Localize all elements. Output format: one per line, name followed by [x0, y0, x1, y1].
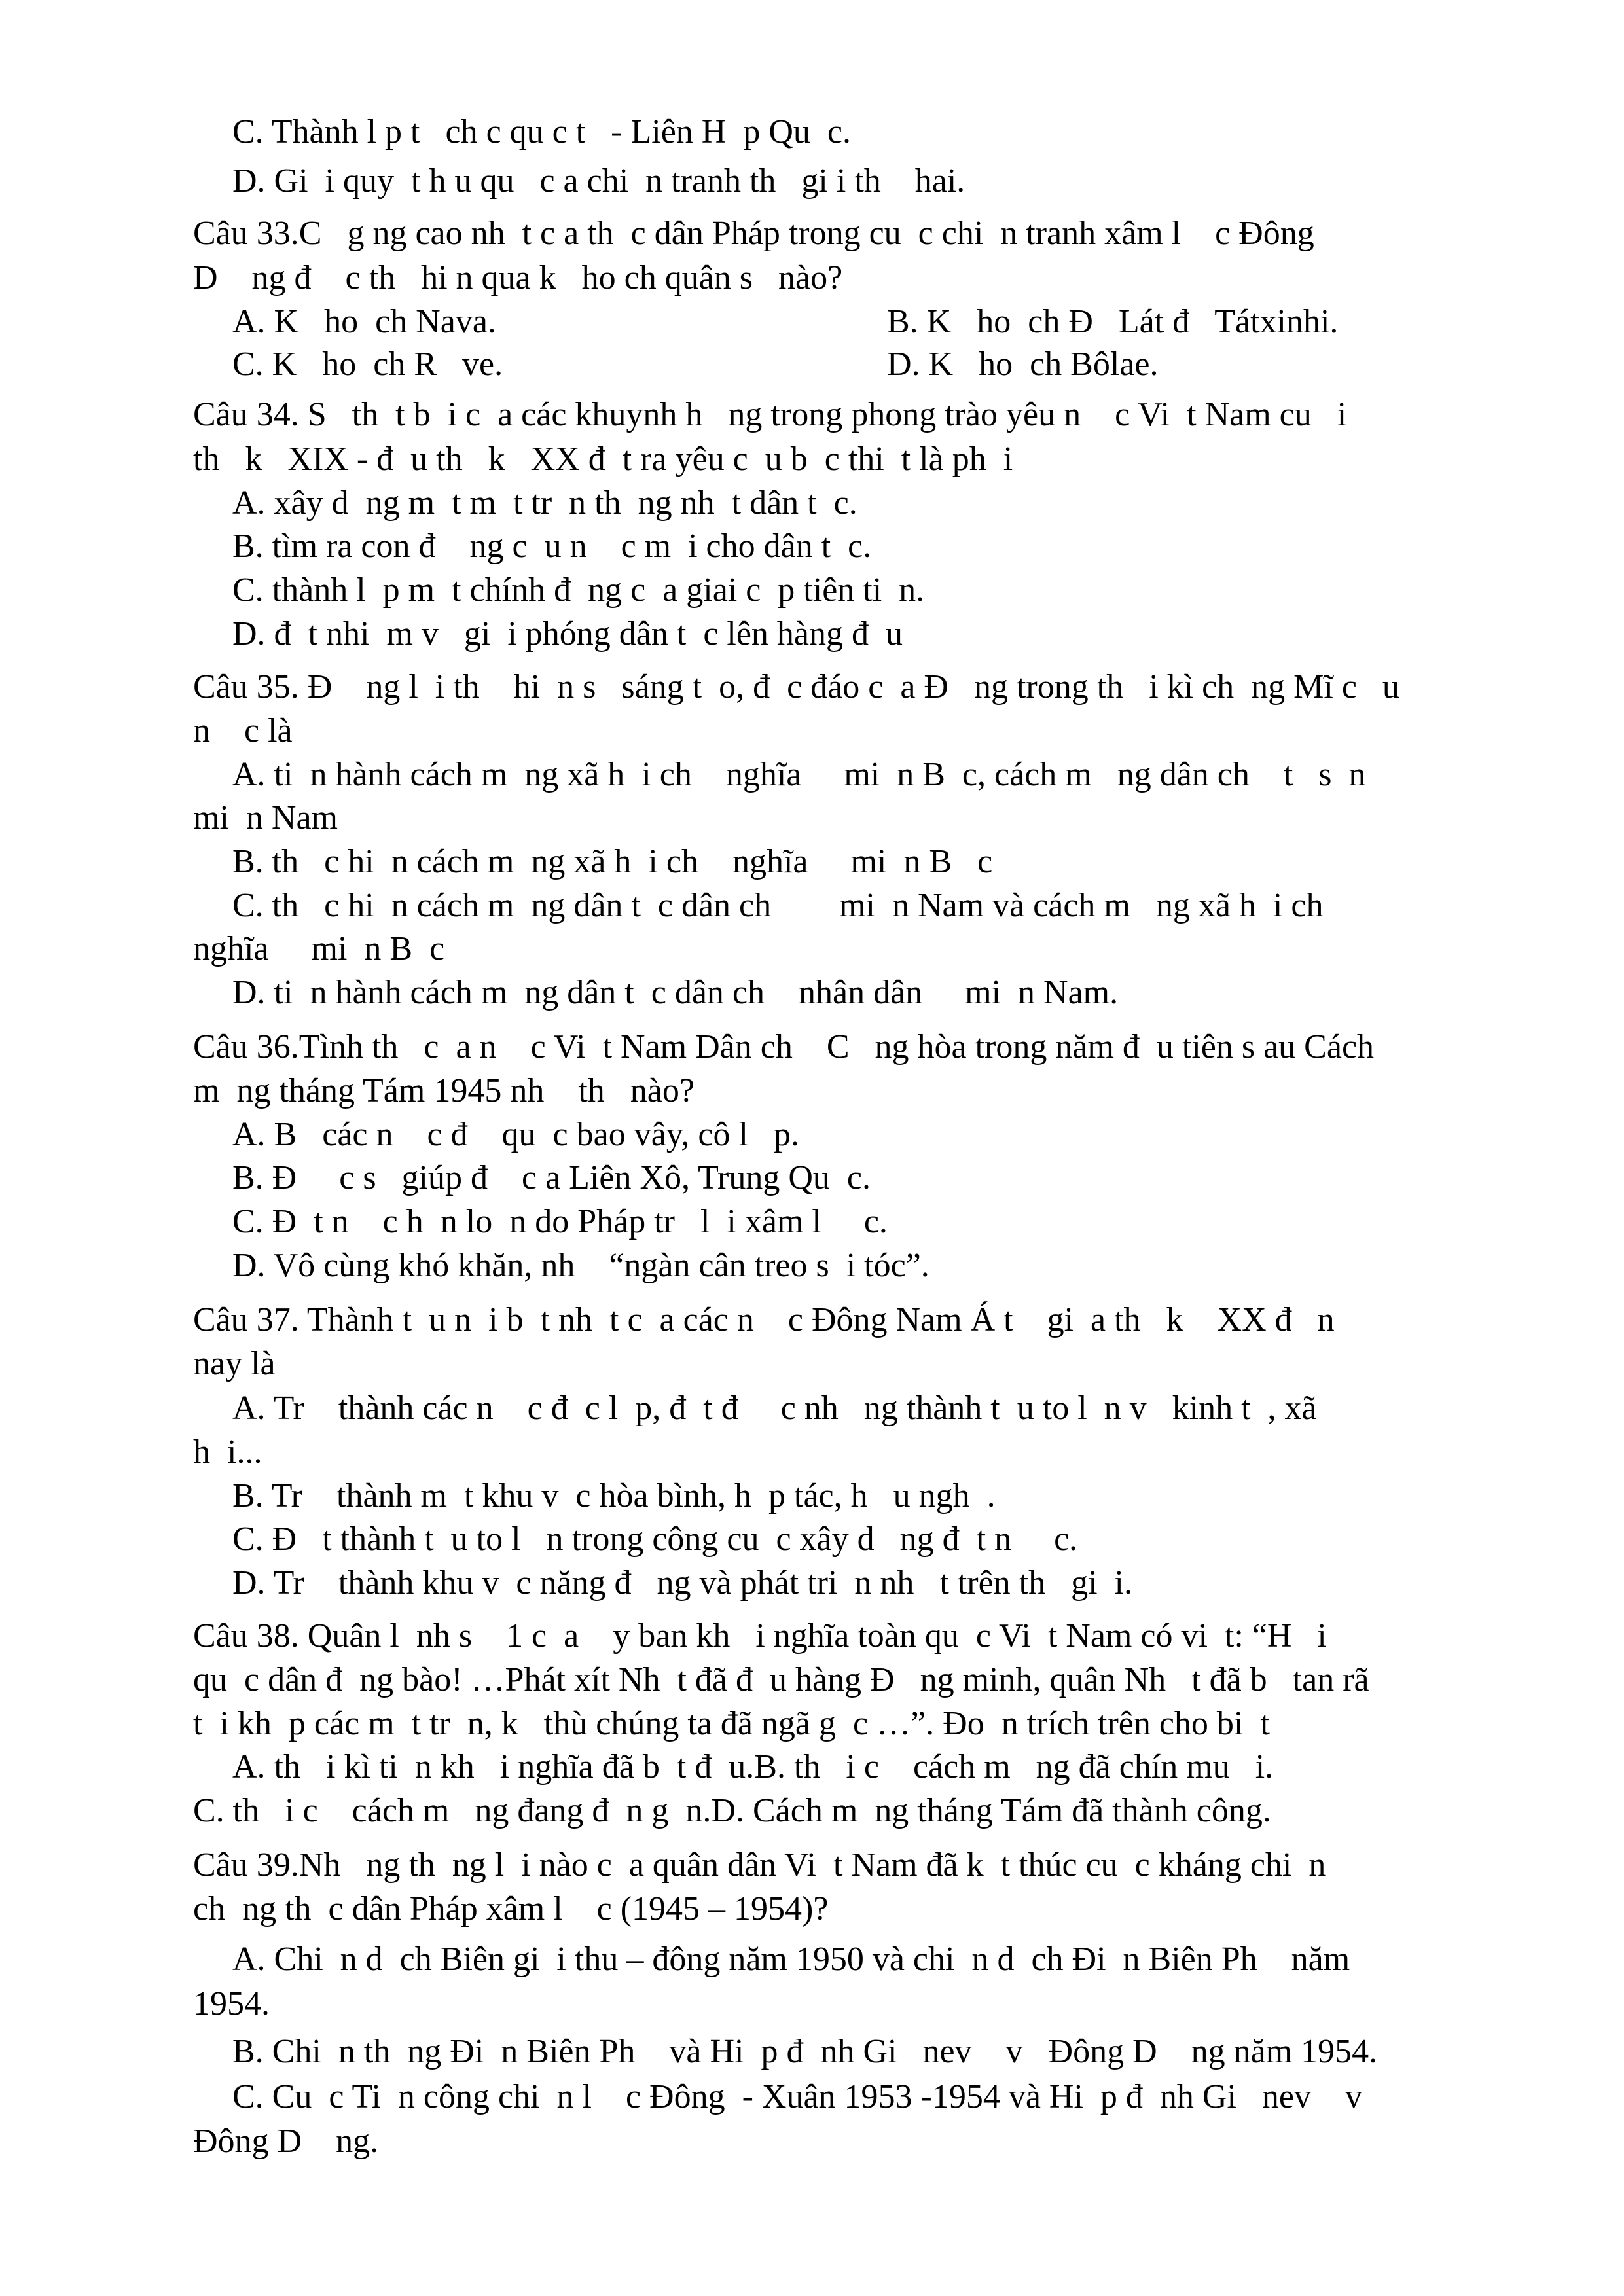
question-37-cont: nay là: [193, 1345, 276, 1382]
question-38: Câu 38. Quân l nh s 1 c a y ban kh i nghĩa toàn qu c Vi t Nam có vi t: “H i: [193, 1617, 1327, 1655]
option-c-line: C. K ho ch R ve.: [232, 346, 503, 383]
option-b-line: B. tìm ra con đ ng c u n c m i cho dân t c.: [232, 528, 872, 565]
option-d-line: D. đ t nhi m v gi i phóng dân t c lên hàng đ u: [232, 615, 903, 653]
option-c-line: C. Đ t thành t u to l n trong công cu c xây d ng đ t n c.: [232, 1520, 1078, 1558]
question-34-cont: th k XIX - đ u th k XX đ t ra yêu c u b c thi t là ph i: [193, 440, 1013, 478]
option-b-line: B. th c hi n cách m ng xã h i ch nghĩa mi n B c: [232, 843, 993, 880]
option-d-line: D. ti n hành cách m ng dân t c dân ch nhân dân mi n Nam.: [232, 974, 1119, 1011]
option-c-line: C. Cu c Ti n công chi n l c Đông - Xuân 1953 -1954 và Hi p đ nh Gi nev v: [232, 2078, 1363, 2115]
question-39: Câu 39.Nh ng th ng l i nào c a quân dân Vi t Nam đã k t thúc cu c kháng chi n: [193, 1846, 1326, 1884]
option-c-d-line: C. th i c cách m ng đang đ n g n.D. Cách m ng tháng Tám đã thành công.: [193, 1792, 1271, 1829]
question-36: Câu 36.Tình th c a n c Vi t Nam Dân ch C ng hòa trong năm đ u tiên s au Cách: [193, 1028, 1375, 1066]
option-c-line: C. thành l p m t chính đ ng c a giai c p tiên ti n.: [232, 571, 925, 609]
question-35: Câu 35. Đ ng l i th hi n s sáng t o, đ c đáo c a Đ ng trong th i kì ch ng Mĩ c u: [193, 668, 1399, 706]
option-a-line: A. xây d ng m t m t tr n th ng nh t dân t c.: [232, 484, 857, 522]
question-37: Câu 37. Thành t u n i b t nh t c a các n c Đông Nam Á t gi a th k XX đ n: [193, 1301, 1335, 1338]
option-c-cont: Đông D ng.: [193, 2123, 379, 2160]
option-c-cont: nghĩa mi n B c: [193, 930, 445, 967]
option-a-line: A. B các n c đ qu c bao vây, cô l p.: [232, 1116, 799, 1153]
question-33: Câu 33.C g ng cao nh t c a th c dân Pháp trong cu c chi n tranh xâm l c Đông: [193, 215, 1314, 252]
option-a-line: A. ti n hành cách m ng xã h i ch nghĩa mi n B c, cách m ng dân ch t s n: [232, 756, 1366, 793]
question-33-cont: D ng đ c th hi n qua k ho ch quân s nào?: [193, 259, 843, 296]
question-34: Câu 34. S th t b i c a các khuynh h ng trong phong trào yêu n c Vi t Nam cu i: [193, 396, 1347, 433]
option-a-line: A. K ho ch Nava.: [232, 303, 496, 340]
option-c-line: C. Thành l p t ch c qu c t - Liên H p Qu c.: [232, 113, 851, 151]
option-b-line: B. Tr thành m t khu v c hòa bình, h p tác, h u ngh .: [232, 1477, 996, 1515]
option-c-line: C. Đ t n c h n lo n do Pháp tr l i xâm l c.: [232, 1203, 888, 1240]
option-d-line: D. Vô cùng khó khăn, nh “ngàn cân treo s i tóc”.: [232, 1247, 929, 1284]
option-d-line: D. Tr thành khu v c năng đ ng và phát tri n nh t trên th gi i.: [232, 1564, 1133, 1602]
option-d-line: D. Gi i quy t h u qu c a chi n tranh th gi i th hai.: [232, 162, 965, 200]
question-39-cont: ch ng th c dân Pháp xâm l c (1945 – 1954)?: [193, 1890, 829, 1928]
option-a-line: A. Chi n d ch Biên gi i thu – đông năm 1950 và chi n d ch Đi n Biên Ph năm: [232, 1941, 1350, 1978]
question-35-cont: n c là: [193, 712, 293, 749]
option-a-b-line: A. th i kì ti n kh i nghĩa đã b t đ u.B. th i c cách m ng đã chín mu i.: [232, 1748, 1274, 1785]
question-38-cont: t i kh p các m t tr n, k thù chúng ta đã ngã g c …”. Đo n trích trên cho bi t: [193, 1705, 1270, 1742]
option-a-cont: 1954.: [193, 1985, 270, 2022]
option-b-line: B. K ho ch Đ Lát đ Tátxinhi.: [887, 303, 1339, 340]
option-a-cont: mi n Nam: [193, 799, 338, 836]
option-d-line: D. K ho ch Bôlae.: [887, 346, 1159, 383]
option-b-line: B. Chi n th ng Đi n Biên Ph và Hi p đ nh Gi nev v Đông D ng năm 1954.: [232, 2033, 1378, 2070]
option-a-cont: h i...: [193, 1433, 262, 1471]
question-36-cont: m ng tháng Tám 1945 nh th nào?: [193, 1072, 695, 1109]
question-38-cont: qu c dân đ ng bào! …Phát xít Nh t đã đ u hàng Đ ng minh, quân Nh t đã b tan rã: [193, 1661, 1369, 1698]
option-b-line: B. Đ c s giúp đ c a Liên Xô, Trung Qu c.: [232, 1159, 871, 1196]
option-c-line: C. th c hi n cách m ng dân t c dân ch mi n Nam và cách m ng xã h i ch: [232, 887, 1324, 924]
option-a-line: A. Tr thành các n c đ c l p, đ t đ c nh ng thành t u to l n v kinh t , xã: [232, 1390, 1317, 1427]
